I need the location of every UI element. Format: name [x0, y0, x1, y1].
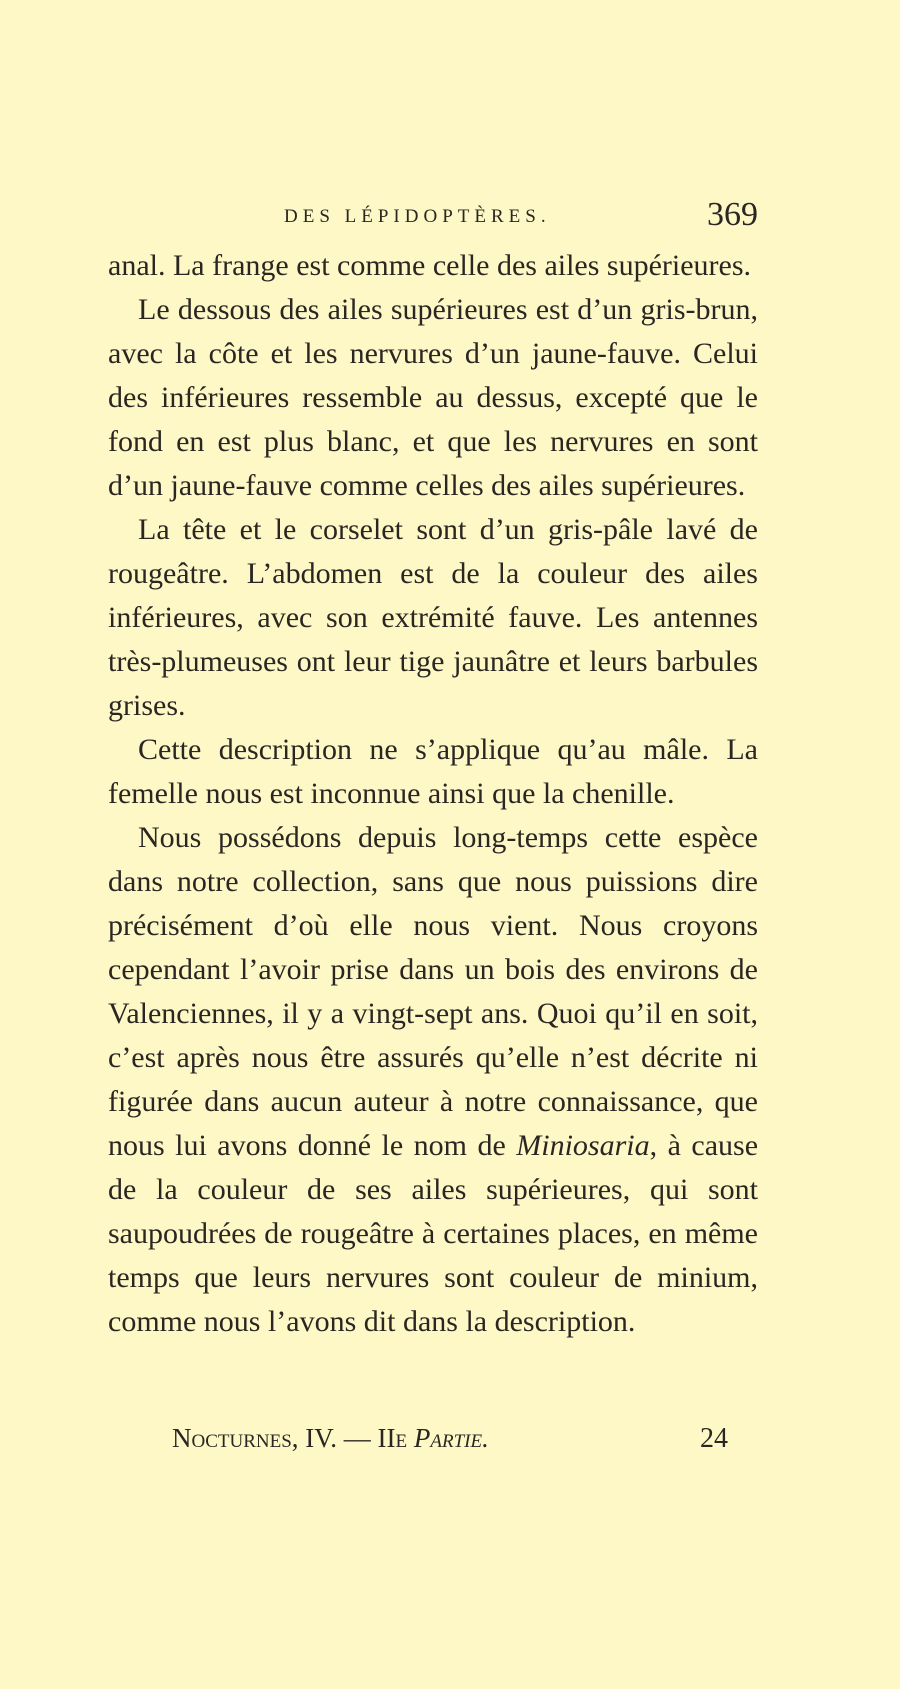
volume-signature — [172, 1423, 489, 1454]
collection-text-after: , à cause de la couleur de ses ailes supérieures, qui sont saupoudrées de rougeâtre à certaines places, en même temps que leurs nervures sont couleur de minium, comme nous l’avons dit dans la description. — [108, 1129, 759, 1338]
signature-italic: Partie. — [413, 1423, 489, 1453]
paragraph-underside: Le dessous des ailes supérieures est d’un gris-brun, avec la côte et les nervures d’un jaune-fauve. Celui des inférieures ressemble au dessus, excepté que le fond en est plus blanc, et que les nervures en sont d’un jaune-fauve comme celles des ailes supérieures. — [108, 293, 758, 502]
species-name: Miniosaria — [516, 1129, 650, 1162]
paragraph-collection — [108, 816, 758, 1344]
paragraph-continuation: anal. La frange est comme celle des ailes supérieures. — [108, 249, 752, 282]
page-footer — [108, 1423, 758, 1467]
signature-mark: 24 — [700, 1423, 728, 1454]
running-title: DES LÉPIDOPTÈRES. — [284, 206, 551, 227]
page-number: 369 — [707, 196, 758, 233]
paragraph-male-only: Cette description ne s’applique qu’au mâle. La femelle nous est inconnue ainsi que la chenille. — [108, 733, 758, 810]
paragraph-head-thorax: La tête et le corselet sont d’un gris-pâle lavé de rougeâtre. L’abdomen est de la couleur des ailes inférieures, avec son extrémité fauve. Les antennes très-plumeuses ont leur tige jaunâtre et leurs barbules grises. — [108, 513, 758, 722]
signature-roman: Nocturnes, IV. — IIe — [172, 1423, 414, 1453]
running-head — [108, 198, 758, 248]
body-text — [108, 244, 758, 1344]
collection-text-before: Nous possédons depuis long-temps cette espèce dans notre collection, sans que nous puissions dire précisément d’où elle nous vient. Nous croyons cependant l’avoir prise dans un bois des environs de Valenciennes, il y a vingt-sept ans. Quoi qu’il en soit, c’est après nous être assurés qu’elle n’est décrite ni figurée dans aucun auteur à notre connaissance, que nous lui avons donné le nom de — [108, 821, 758, 1162]
